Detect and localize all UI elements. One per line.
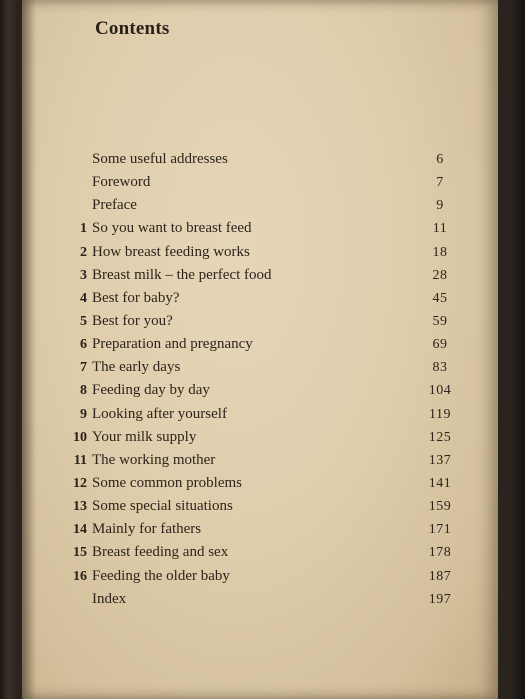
chapter-title: Foreword	[92, 174, 151, 191]
chapter-number: 3	[80, 267, 87, 283]
chapter-number: 5	[80, 313, 87, 329]
page-number: 83	[432, 360, 448, 376]
toc-entry	[22, 403, 498, 426]
toc-entry	[22, 194, 498, 217]
page-number: 119	[429, 406, 451, 422]
page-number: 171	[428, 522, 452, 538]
chapter-number: 11	[73, 452, 87, 468]
page-number: 197	[428, 591, 452, 607]
chapter-number: 12	[73, 475, 87, 491]
toc-entry	[22, 310, 498, 333]
chapter-title: Feeding the older baby	[92, 567, 230, 584]
chapter-title: Some useful addresses	[92, 151, 228, 167]
toc-entry	[22, 241, 498, 264]
toc-entry	[22, 472, 498, 495]
page-number: 9	[436, 198, 444, 214]
toc-entry	[22, 541, 498, 564]
page-number: 104	[428, 383, 452, 399]
chapter-title: Preparation and pregnancy	[92, 336, 253, 353]
toc-entry	[22, 333, 498, 356]
chapter-title: How breast feeding works	[92, 243, 250, 260]
chapter-number: 6	[80, 337, 87, 353]
page-number: 11	[432, 221, 448, 237]
chapter-title: Breast feeding and sex	[92, 544, 229, 561]
chapter-title: Some special situations	[92, 498, 233, 515]
page-number: 6	[436, 152, 444, 167]
toc-entry	[22, 356, 498, 379]
chapter-title: Mainly for fathers	[92, 521, 202, 538]
chapter-title: Index	[92, 590, 127, 607]
page-number: 59	[432, 313, 448, 329]
toc-entry	[22, 148, 498, 171]
chapter-title: Looking after yourself	[92, 405, 227, 422]
toc-entry	[22, 565, 498, 588]
page-number: 125	[428, 429, 452, 445]
chapter-number: 1	[80, 221, 87, 237]
toc-entry	[22, 171, 498, 194]
page-number: 187	[428, 568, 452, 584]
toc-entry	[22, 426, 498, 449]
chapter-number: 13	[73, 499, 87, 515]
toc-entry	[22, 495, 498, 518]
chapter-title: Your milk supply	[92, 428, 197, 445]
page-number: 7	[436, 175, 444, 191]
chapter-title: The early days	[92, 359, 181, 376]
chapter-number: 7	[80, 360, 87, 376]
chapter-title: So you want to breast feed	[92, 220, 252, 237]
chapter-title: Preface	[92, 197, 137, 214]
table-of-contents	[22, 148, 498, 611]
chapter-title: Some common problems	[92, 474, 242, 491]
page-number: 159	[428, 499, 452, 515]
page-number: 18	[432, 244, 448, 260]
page-number: 141	[428, 475, 452, 491]
book-page	[22, 0, 498, 699]
chapter-number: 4	[80, 290, 87, 306]
toc-entry	[22, 264, 498, 287]
page-title: Contents	[95, 18, 170, 39]
chapter-number: 2	[80, 244, 87, 260]
page-number: 45	[432, 290, 448, 306]
chapter-title: Best for baby?	[92, 289, 180, 306]
chapter-title: The working mother	[92, 451, 216, 468]
page-number: 137	[428, 452, 452, 468]
toc-entry	[22, 449, 498, 472]
chapter-number: 15	[73, 545, 87, 561]
page-number: 178	[428, 545, 452, 561]
chapter-number: 14	[73, 522, 87, 538]
chapter-number: 9	[80, 406, 87, 422]
toc-entry	[22, 217, 498, 240]
chapter-number: 8	[80, 383, 87, 399]
chapter-number: 10	[73, 429, 87, 445]
chapter-title: Feeding day by day	[92, 382, 210, 399]
toc-entry	[22, 287, 498, 310]
toc-entry	[22, 379, 498, 402]
chapter-title: Breast milk – the perfect food	[92, 266, 272, 283]
page-number: 69	[432, 337, 448, 353]
page-number: 28	[432, 267, 448, 283]
toc-entry	[22, 518, 498, 541]
chapter-number: 16	[73, 568, 87, 584]
chapter-title: Best for you?	[92, 312, 173, 329]
toc-entry	[22, 588, 498, 611]
